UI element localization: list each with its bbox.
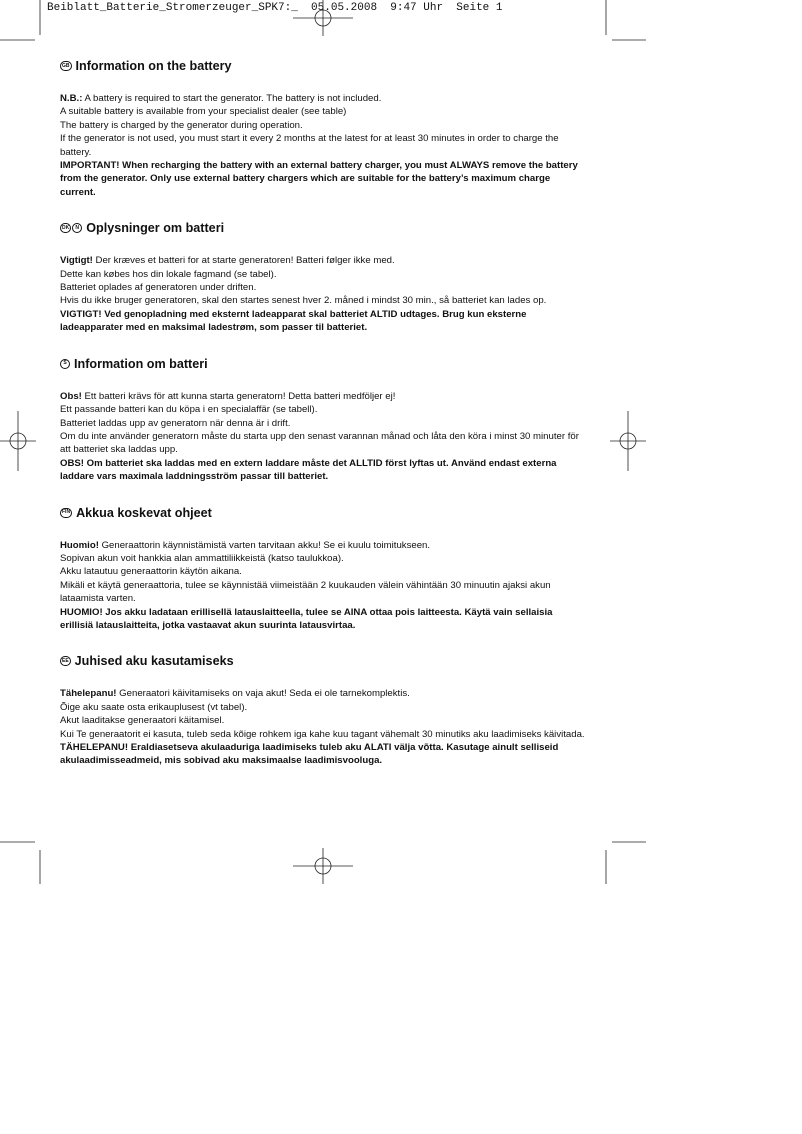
country-codes bbox=[60, 223, 83, 233]
paragraph: Kui Te generaatorit ei kasuta, tuleb seda kõige rohkem iga kahe kuu tagant vähemalt 30 minutiks aku laadimiseks käivitada. bbox=[60, 728, 585, 740]
paragraph: Sopivan akun voit hankkia alan ammattiliikkeistä (katso taulukkoa). bbox=[60, 552, 344, 564]
country-code-badge: DK bbox=[60, 223, 71, 233]
warning-paragraph: IMPORTANT! When recharging the battery with an external battery charger, you must ALWAYS remove the battery from the generator. Only use external battery chargers which are suitable for the battery’s maximum charge current. bbox=[60, 160, 578, 198]
section-heading bbox=[60, 356, 588, 372]
country-code-badge: S bbox=[60, 359, 70, 369]
section-heading bbox=[60, 653, 588, 669]
lead-label: N.B.: bbox=[60, 93, 83, 104]
paragraph: If the generator is not used, you must start it every 2 months at the latest for at least 30 minutes in order to charge the battery. bbox=[60, 133, 559, 158]
country-codes bbox=[60, 359, 71, 369]
document-body bbox=[60, 58, 588, 789]
lead-text: Generaattorin käynnistämistä varten tarvitaan akku! Se ei kuulu toimitukseen. bbox=[98, 539, 431, 551]
lead-label: Huomio! bbox=[60, 539, 99, 551]
section-title: Akkua koskevat ohjeet bbox=[76, 505, 212, 520]
country-code-badge: N bbox=[72, 223, 82, 233]
section-title: Information om batteri bbox=[74, 356, 208, 371]
lead-text: Ett batteri krävs för att kunna starta generatorn! Detta batteri medföljer ej! bbox=[81, 390, 396, 402]
lead-label: Tähelepanu! bbox=[60, 688, 117, 700]
paragraph: Batteriet oplades af generatoren under driften. bbox=[60, 282, 257, 294]
lead-text: Der kræves et batteri for at starte generatoren! Batteri følger ikke med. bbox=[92, 255, 395, 267]
paragraph: Õige aku saate osta erikauplusest (vt tabel). bbox=[60, 701, 248, 713]
paragraph: Dette kan købes hos din lokale fagmand (se tabel). bbox=[60, 268, 277, 280]
warning-paragraph: HUOMIO! Jos akku ladataan erillisellä latauslaitteella, tulee se AINA ottaa pois laitteesta. Käytä vain sellaisia erillisiä latauslaitteita, jotka vastaavat akun suurinta latausvirtaa. bbox=[60, 606, 553, 631]
section-heading bbox=[60, 505, 588, 521]
warning-paragraph: VIGTIGT! Ved genopladning med eksternt ladeapparat skal batteriet ALTID udtages. Brug kun eksterne ladeapparater med en maksimal ladestrøm, som passer til batteriet. bbox=[60, 308, 527, 334]
section-title: Juhised aku kasutamiseks bbox=[74, 654, 234, 669]
warning-paragraph: TÄHELEPANU! Eraldiasetseva akulaaduriga laadimiseks tuleb aku ALATI välja võtta. Kasutage ainult selliseid akulaadimisseadmeid, mis sobivad aku maksimaalse laadimisvooluga. bbox=[60, 742, 559, 767]
country-code-badge: FIN bbox=[60, 508, 72, 518]
lead-label: Obs! bbox=[60, 390, 82, 402]
lead-label: Vigtigt! bbox=[60, 255, 93, 267]
paragraph: Batteriet laddas upp av generatorn när denna är i drift. bbox=[60, 417, 291, 429]
paragraph: Ett passande batteri kan du köpa i en specialaffär (se tabell). bbox=[60, 404, 318, 416]
country-codes bbox=[60, 508, 73, 518]
warning-paragraph: OBS! Om batteriet ska laddas med en extern laddare måste det ALLTID först lyftas ut. Använd endast externa laddare vars maximala laddningsström passar till batteriet. bbox=[60, 457, 557, 483]
section-gb bbox=[60, 58, 588, 199]
section-heading bbox=[60, 220, 588, 236]
country-code-badge: GB bbox=[60, 61, 72, 71]
paragraph: Akku latautuu generaattorin käytön aikana. bbox=[60, 566, 242, 578]
country-code-badge: EE bbox=[60, 656, 71, 666]
paragraph bbox=[60, 92, 588, 105]
print-header: Beiblatt_Batterie_Stromerzeuger_SPK7:_ 05.05.2008 9:47 Uhr Seite 1 bbox=[47, 2, 503, 14]
paragraph bbox=[60, 390, 588, 403]
section-dk-n bbox=[60, 220, 588, 334]
section-heading bbox=[60, 58, 588, 74]
lead-text: A battery is required to start the generator. The battery is not included. bbox=[82, 93, 382, 104]
section-title: Oplysninger om batteri bbox=[86, 221, 225, 236]
paragraph bbox=[60, 687, 588, 700]
paragraph: The battery is charged by the generator during operation. bbox=[60, 119, 303, 131]
country-codes bbox=[60, 656, 72, 666]
section-ee bbox=[60, 653, 588, 767]
section-s bbox=[60, 356, 588, 484]
paragraph: Mikäli et käytä generaattoria, tulee se käynnistää viimeistään 2 kuukauden välein vähintään 30 minuutin ajaksi akun lataamista varten. bbox=[60, 579, 551, 605]
paragraph bbox=[60, 539, 588, 552]
paragraph: Akut laaditakse generaatori käitamisel. bbox=[60, 715, 225, 727]
paragraph: Om du inte använder generatorn måste du starta upp den senast varannan månad och låta den köra i minst 30 minuter för att batteriet ska laddas upp. bbox=[60, 430, 579, 456]
paragraph: A suitable battery is available from your specialist dealer (see table) bbox=[60, 106, 347, 118]
lead-text: Generaatori käivitamiseks on vaja akut! Seda ei ole tarnekomplektis. bbox=[116, 688, 410, 700]
paragraph: Hvis du ikke bruger generatoren, skal den startes senest hver 2. måned i mindst 30 min., så batteriet kan lades op. bbox=[60, 295, 547, 307]
section-title: Information on the battery bbox=[75, 59, 232, 73]
section-fin bbox=[60, 505, 588, 633]
country-codes bbox=[60, 61, 73, 71]
paragraph bbox=[60, 254, 588, 267]
